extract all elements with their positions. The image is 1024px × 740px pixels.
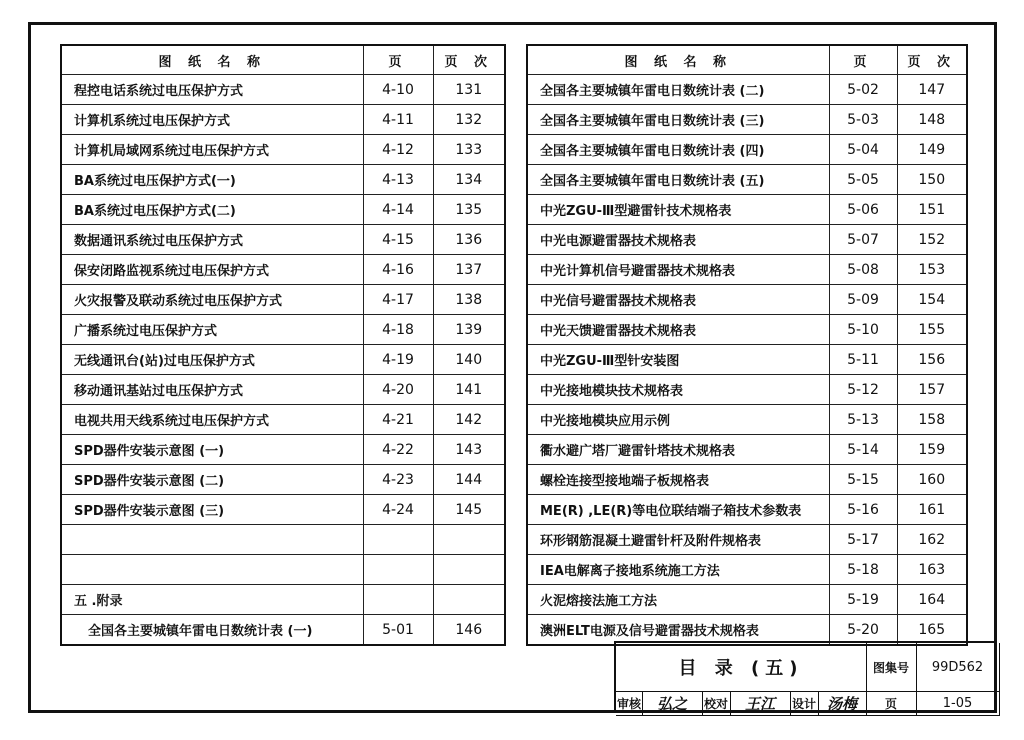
entry-page: 4-21 [363,405,433,435]
table-row [61,315,505,345]
entry-page: 4-11 [363,105,433,135]
page-label: 页 [866,691,917,716]
table-row [527,495,967,525]
entry-page: 4-16 [363,255,433,285]
entry-page: 4-19 [363,345,433,375]
entry-name: 中光计算机信号避雷器技术规格表 [527,255,829,285]
entry-seq: 161 [897,495,967,525]
entry-page: 5-20 [829,615,897,646]
table-row [61,435,505,465]
table-row [527,105,967,135]
entry-name: 火泥熔接法施工方法 [527,585,829,615]
entry-name: 五 .附录 [61,585,363,615]
entry-name: 中光ZGU-Ⅲ型避雷针技术规格表 [527,195,829,225]
entry-page: 4-20 [363,375,433,405]
table-row [61,465,505,495]
entry-seq: 137 [433,255,505,285]
entry-name: 计算机系统过电压保护方式 [61,105,363,135]
entry-seq: 144 [433,465,505,495]
entry-page: 4-18 [363,315,433,345]
entry-page: 4-12 [363,135,433,165]
table-row [61,555,505,585]
entry-page: 5-16 [829,495,897,525]
entry-page: 4-10 [363,75,433,105]
design-signature: 汤梅 [818,691,867,716]
table-row [61,165,505,195]
table-row [61,255,505,285]
entry-page: 5-19 [829,585,897,615]
table-row [527,465,967,495]
entry-name: 数据通讯系统过电压保护方式 [61,225,363,255]
entry-seq [433,585,505,615]
entry-seq [433,555,505,585]
entry-page: 5-01 [363,615,433,646]
entry-seq: 160 [897,465,967,495]
entry-name: 广播系统过电压保护方式 [61,315,363,345]
entry-seq: 139 [433,315,505,345]
entry-name: 全国各主要城镇年雷电日数统计表 (五) [527,165,829,195]
entry-name: ME(R) ,LE(R)等电位联结端子箱技术参数表 [527,495,829,525]
entry-seq: 131 [433,75,505,105]
entry-name: 螺栓连接型接地端子板规格表 [527,465,829,495]
entry-page: 5-06 [829,195,897,225]
table-row [527,195,967,225]
entry-name: 全国各主要城镇年雷电日数统计表 (一) [61,615,363,646]
entry-page: 4-14 [363,195,433,225]
entry-seq: 140 [433,345,505,375]
entry-seq: 156 [897,345,967,375]
table-row [61,405,505,435]
entry-seq: 162 [897,525,967,555]
table-row [61,225,505,255]
table-row [61,345,505,375]
entry-seq: 150 [897,165,967,195]
entry-page: 5-17 [829,525,897,555]
header-name: 图 纸 名 称 [61,45,363,75]
entry-seq: 149 [897,135,967,165]
table-row [61,135,505,165]
entry-seq: 151 [897,195,967,225]
entry-page: 5-12 [829,375,897,405]
entry-name: 全国各主要城镇年雷电日数统计表 (二) [527,75,829,105]
table-row [61,375,505,405]
entry-page: 4-15 [363,225,433,255]
header-seq: 页 次 [897,45,967,75]
entry-page: 4-24 [363,495,433,525]
entry-seq: 152 [897,225,967,255]
entry-name [61,525,363,555]
page-number: 1-05 [916,691,1000,716]
entry-seq [433,525,505,555]
entry-seq: 164 [897,585,967,615]
index-table-right [526,44,968,646]
entry-page [363,525,433,555]
review-label: 审核 [616,691,643,716]
entry-name: SPD器件安装示意图 (三) [61,495,363,525]
table-row [527,255,967,285]
entry-seq: 148 [897,105,967,135]
check-signature: 王江 [730,691,791,716]
table-row [61,105,505,135]
entry-seq: 141 [433,375,505,405]
entry-name: BA系统过电压保护方式(一) [61,165,363,195]
entry-page: 5-04 [829,135,897,165]
entry-page: 5-08 [829,255,897,285]
entry-name: 中光ZGU-Ⅲ型针安装图 [527,345,829,375]
header-name: 图 纸 名 称 [527,45,829,75]
entry-name: 中光电源避雷器技术规格表 [527,225,829,255]
entry-name: 中光接地模块应用示例 [527,405,829,435]
entry-seq: 136 [433,225,505,255]
table-row [527,315,967,345]
entry-seq: 155 [897,315,967,345]
entry-page: 5-03 [829,105,897,135]
entry-name: 电视共用天线系统过电压保护方式 [61,405,363,435]
entry-seq: 163 [897,555,967,585]
table-row [527,75,967,105]
entry-page: 4-13 [363,165,433,195]
table-row [61,195,505,225]
table-row [61,585,505,615]
entry-seq: 153 [897,255,967,285]
entry-page: 5-07 [829,225,897,255]
entry-page: 4-22 [363,435,433,465]
entry-name: BA系统过电压保护方式(二) [61,195,363,225]
table-row [527,525,967,555]
table-row [527,225,967,255]
entry-seq: 133 [433,135,505,165]
review-signature: 弘之 [642,691,703,716]
entry-page: 4-17 [363,285,433,315]
entry-page: 5-10 [829,315,897,345]
table-row [527,405,967,435]
entry-seq: 147 [897,75,967,105]
entry-page: 5-18 [829,555,897,585]
table-row [527,135,967,165]
entry-page [363,585,433,615]
entry-name: 澳洲ELT电源及信号避雷器技术规格表 [527,615,829,646]
entry-page: 5-13 [829,405,897,435]
entry-seq: 134 [433,165,505,195]
entry-page: 5-09 [829,285,897,315]
entry-seq: 158 [897,405,967,435]
table-row [61,285,505,315]
atlas-number: 99D562 [916,643,1000,692]
header-page: 页 [829,45,897,75]
sheet-title: 目 录 (五) [616,643,867,692]
table-row [527,585,967,615]
entry-name: 中光天馈避雷器技术规格表 [527,315,829,345]
entry-page: 5-14 [829,435,897,465]
table-row [527,285,967,315]
entry-page: 5-05 [829,165,897,195]
entry-page [363,555,433,585]
entry-name: 环形钢筋混凝土避雷针杆及附件规格表 [527,525,829,555]
entry-seq: 142 [433,405,505,435]
entry-seq: 157 [897,375,967,405]
table-row [527,345,967,375]
atlas-label: 图集号 [866,643,917,692]
table-row [61,495,505,525]
check-label: 校对 [702,691,731,716]
entry-name: 无线通讯台(站)过电压保护方式 [61,345,363,375]
header-seq: 页 次 [433,45,505,75]
entry-page: 5-02 [829,75,897,105]
entry-name: 全国各主要城镇年雷电日数统计表 (四) [527,135,829,165]
table-row [527,375,967,405]
entry-name: 计算机局域网系统过电压保护方式 [61,135,363,165]
entry-name: 中光接地模块技术规格表 [527,375,829,405]
header-page: 页 [363,45,433,75]
entry-name: 保安闭路监视系统过电压保护方式 [61,255,363,285]
entry-name: IEA电解离子接地系统施工方法 [527,555,829,585]
entry-name: SPD器件安装示意图 (二) [61,465,363,495]
entry-seq: 145 [433,495,505,525]
table-row [527,435,967,465]
entry-seq: 143 [433,435,505,465]
table-header-row [527,45,967,75]
entry-seq: 154 [897,285,967,315]
table-header-row [61,45,505,75]
table-row [61,75,505,105]
entry-name: 衢水避广塔厂避雷针塔技术规格表 [527,435,829,465]
index-table-left [60,44,506,646]
table-row [61,615,505,646]
entry-seq: 165 [897,615,967,646]
entry-seq: 138 [433,285,505,315]
entry-seq: 159 [897,435,967,465]
entry-name [61,555,363,585]
table-row [527,165,967,195]
entry-seq: 132 [433,105,505,135]
title-block [614,641,997,713]
table-row [527,555,967,585]
entry-name: SPD器件安装示意图 (一) [61,435,363,465]
entry-name: 火灾报警及联动系统过电压保护方式 [61,285,363,315]
entry-seq: 146 [433,615,505,646]
entry-name: 程控电话系统过电压保护方式 [61,75,363,105]
entry-name: 全国各主要城镇年雷电日数统计表 (三) [527,105,829,135]
entry-seq: 135 [433,195,505,225]
entry-page: 5-15 [829,465,897,495]
entry-page: 4-23 [363,465,433,495]
entry-name: 移动通讯基站过电压保护方式 [61,375,363,405]
entry-name: 中光信号避雷器技术规格表 [527,285,829,315]
design-label: 设计 [790,691,819,716]
table-row [61,525,505,555]
entry-page: 5-11 [829,345,897,375]
